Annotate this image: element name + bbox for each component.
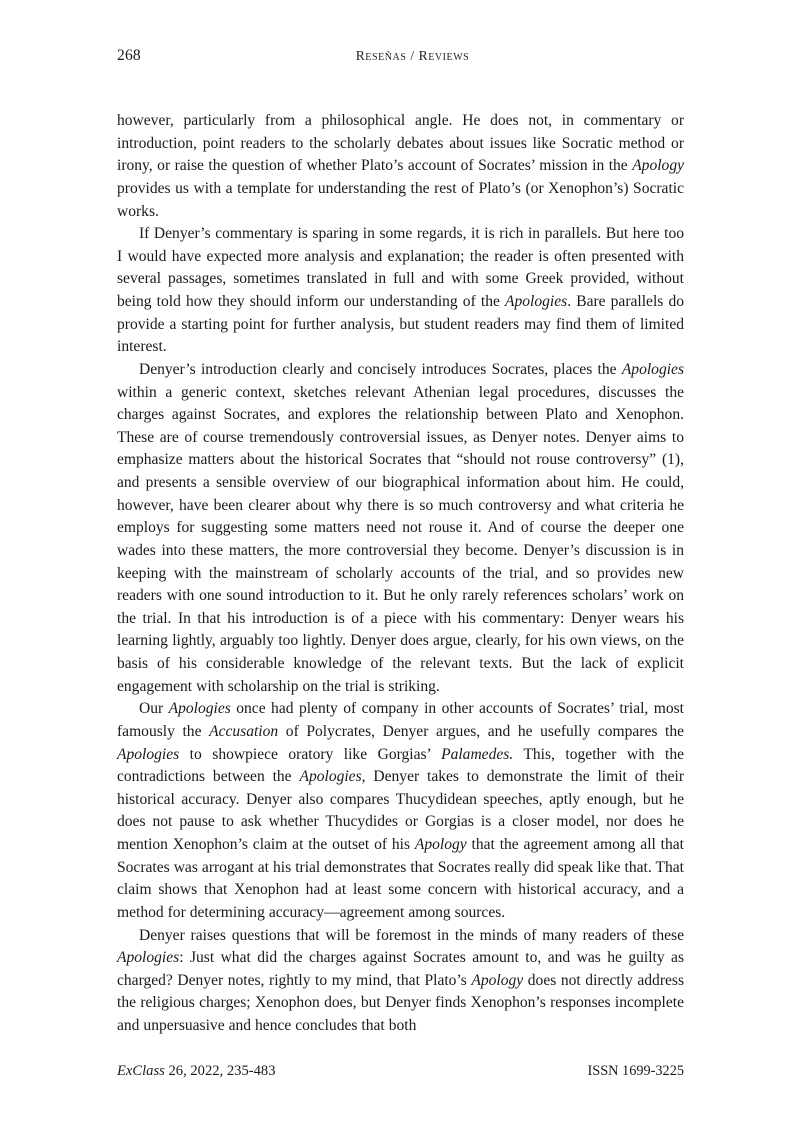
paragraph: however, particularly from a philosophical angle. He does not, in commentary or introduction, point readers to the scholarly debates about issues like Socratic method or irony, or raise the question of whether Plato’s account of Socrates’ mission in the Apology provides us with a template for understanding the rest of Plato’s (or Xenophon’s) Socratic works. [117, 112, 684, 220]
text-column [117, 110, 684, 1038]
issn: ISSN 1699-3225 [587, 1063, 684, 1079]
paragraph: Our Apologies once had plenty of company in other accounts of Socrates’ trial, most famously the Accusation of Polycrates, Denyer argues, and he usefully compares the Apologies to showpiece oratory like Gorgias’ Palamedes. This, together with the contradictions between the Apologies, Denyer takes to demonstrate the limit of their historical accuracy. Denyer also compares Thucydidean speeches, aptly enough, but he does not pause to ask whether Thucydides or Gorgias is a closer model, nor does he mention Xenophon’s claim at the outset of his Apology that the agreement among all that Socrates was arrogant at his trial demonstrates that Socrates really did speak like that. That claim shows that Xenophon had at least some concern with historical accuracy, and a method for determining accuracy—agreement among sources. [117, 700, 685, 921]
paragraph: If Denyer’s commentary is sparing in some regards, it is rich in parallels. But here too I would have expected more analysis and explanation; the reader is often presented with several passages, sometimes translated in full and with some Greek provided, without being told how they should inform our understanding of the Apologies. Bare parallels do provide a starting point for further analysis, but student readers may find them of limited interest. [117, 225, 684, 356]
running-head-title: Reseñas / Reviews [355, 48, 470, 63]
page-number: 268 [117, 47, 141, 64]
page-footer [117, 1060, 684, 1082]
running-head [117, 44, 684, 68]
journal-citation: ExClass 26, 2022, 235-483 [117, 1063, 276, 1079]
paragraph: Denyer’s introduction clearly and concisely introduces Socrates, places the Apologies within a generic context, sketches relevant Athenian legal procedures, discusses the charges against Socrates, and explores the relationship between Plato and Xenophon. These are of course tremendously controversial issues, as Denyer notes. Denyer aims to emphasize matters about the historical Socrates that “should not rouse controversy” (1), and presents a sensible overview of our biographical information about him. He could, however, have been clearer about why there is so much controversy and what criteria he employs for suggesting some matters need not rouse it. And of course the deeper one wades into these matters, the more controversial they become. Denyer’s discussion is in keeping with the mainstream of scholarly accounts of the trial, and so provides new readers with one sound introduction to it. But he only rarely references scholars’ work on the trial. In that his introduction is of a piece with his commentary: Denyer wears his learning lightly, arguably too lightly. Denyer does argue, clearly, for his own views, on the basis of his considerable knowledge of the relevant texts. But the lack of explicit engagement with scholarship on the trial is striking. [117, 360, 684, 695]
paragraph: Denyer raises questions that will be foremost in the minds of many readers of these Apologies: Just what did the charges against Socrates amount to, and was he guilty as charged? Denyer notes, rightly to my mind, that Plato’s Apology does not directly address the religious charges; Xenophon does, but Denyer finds Xenophon’s responses incomplete and unpersuasive and hence concludes that both [117, 926, 684, 1034]
